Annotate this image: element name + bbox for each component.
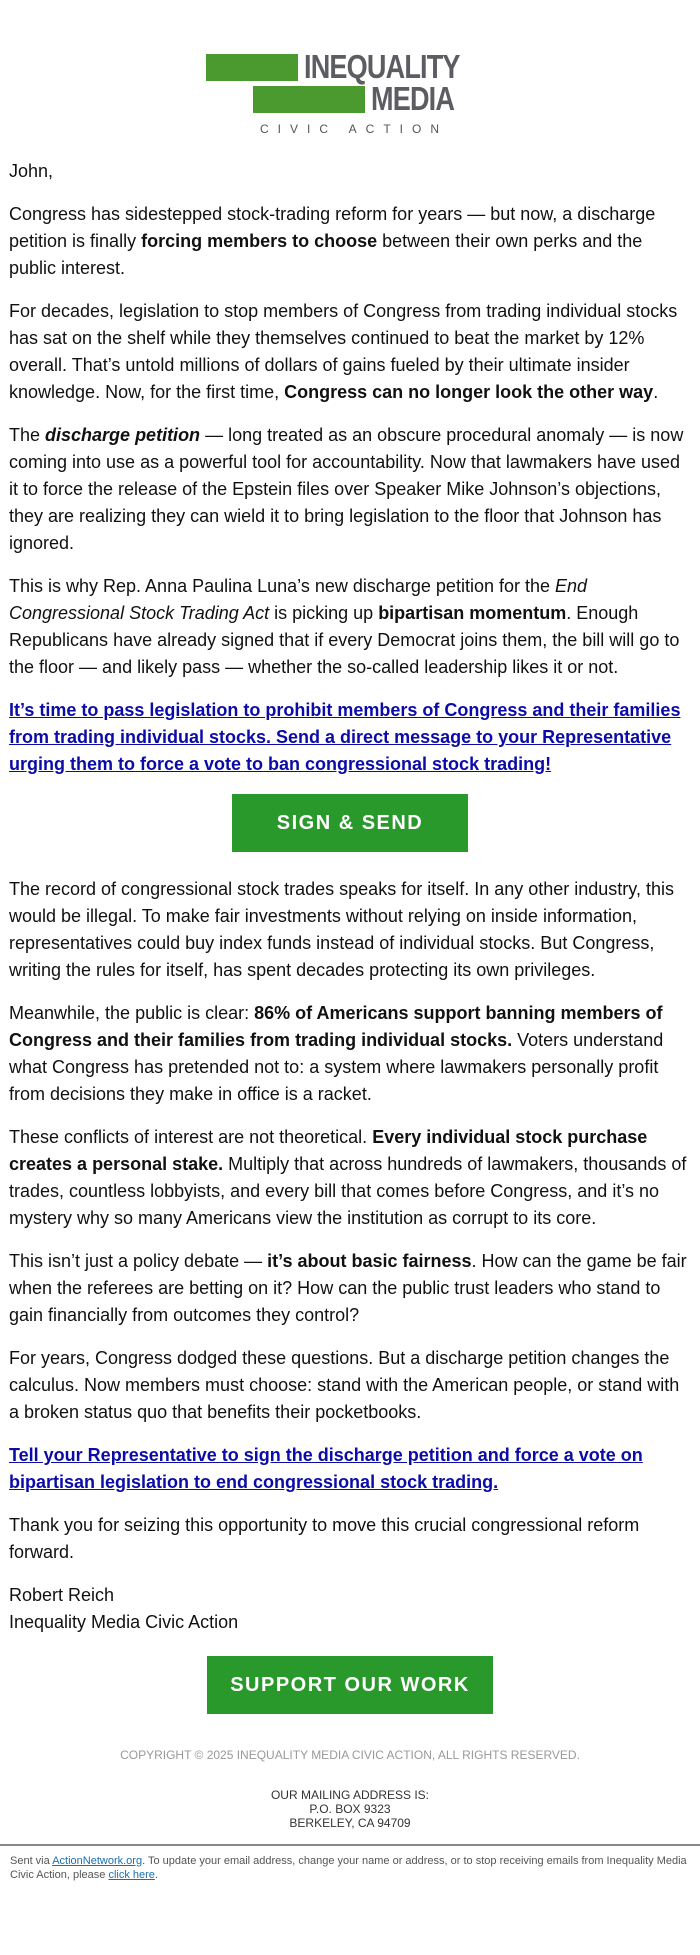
logo (0, 0, 700, 136)
logo-text-inequality: INEQUALITY (304, 48, 460, 85)
paragraph: This is why Rep. Anna Paulina Luna’s new discharge petition for the End Congressional Stock Trading Act is picking up bipartisan momentum. Enough Republicans have already signed that if every Democrat joins them, the bill will go to the floor — and likely pass — whether the so-called leadership likes it or not. (9, 576, 680, 677)
signature: Robert Reich Inequality Media Civic Action (9, 1585, 239, 1632)
actionnetwork-link[interactable]: ActionNetwork.org (52, 1855, 143, 1867)
cta-link-tell-representative[interactable]: Tell your Representative to sign the discharge petition and force a vote on bipartisan legislation to end congressional stock trading. (9, 1445, 643, 1492)
click-here-link[interactable]: click here (108, 1869, 155, 1881)
cta-link-send-message[interactable]: It’s time to pass legislation to prohibit members of Congress and their families from trading individual stocks. Send a direct message to your Representative urging them to force a vote to ban congressional stock trading! (9, 700, 681, 774)
sign-and-send-button[interactable]: SIGN & SEND (232, 794, 468, 852)
paragraph: The record of congressional stock trades speaks for itself. In any other industry, this would be illegal. To make fair investments without relying on inside information, representatives could buy index funds instead of individual stocks. But Congress, writing the rules for itself, has spent decades protecting its own privileges. (9, 879, 674, 980)
unsubscribe-notice: Sent via ActionNetwork.org. To update your email address, change your name or address, or to stop receiving emails from Inequality Media Civic Action, please click here. (10, 1855, 687, 1881)
paragraph: Thank you for seizing this opportunity to move this crucial congressional reform forward. (9, 1515, 640, 1562)
paragraph: The discharge petition — long treated as an obscure procedural anomaly — is now coming into use as a powerful tool for accountability. Now that lawmakers have used it to force the release of the Epstein files over Speaker Mike Johnson’s objections, they are realizing they can wield it to bring legislation to the floor that Johnson has ignored. (9, 425, 684, 553)
greeting: John, (9, 161, 54, 181)
mailing-address: OUR MAILING ADDRESS IS: P.O. BOX 9323 BERKELEY, CA 94709 (270, 1788, 430, 1830)
paragraph: For decades, legislation to stop members of Congress from trading individual stocks has sat on the shelf while they themselves continued to beat the market by 12% overall. That’s untold millions of dollars of gains fueled by their ultimate insider knowledge. Now, for the first time, Congress can no longer look the other way. (9, 301, 678, 402)
paragraph: Meanwhile, the public is clear: 86% of Americans support banning members of Congress and their families from trading individual stocks. Voters understand what Congress has pretended not to: a system where lawmakers personally profit from decisions they make in office is a racket. (9, 1003, 664, 1104)
paragraph: These conflicts of interest are not theoretical. Every individual stock purchase creates a personal stake. Multiply that across hundreds of lawmakers, thousands of trades, countless lobbyists, and every bill that comes before Congress, and it’s no mystery why so many Americans view the institution as corrupt to its core. (9, 1127, 687, 1228)
paragraph: This isn’t just a policy debate — it’s about basic fairness. How can the game be fair when the referees are betting on it? How can the public trust leaders who stand to gain financially from outcomes they control? (9, 1251, 687, 1325)
logo-bar (206, 54, 298, 81)
logo-text-civic-action: CIVIC ACTION (259, 122, 448, 136)
logo-text-media: MEDIA (371, 80, 455, 117)
paragraph: For years, Congress dodged these questions. But a discharge petition changes the calculus. Now members must choose: stand with the American people, or stand with a broken status quo that benefits their pocketbooks. (9, 1348, 680, 1422)
paragraph: Congress has sidestepped stock-trading reform for years — but now, a discharge petition is finally forcing members to choose between their own perks and the public interest. (9, 204, 656, 278)
support-our-work-button[interactable]: SUPPORT OUR WORK (207, 1656, 493, 1714)
copyright: COPYRIGHT © 2025 INEQUALITY MEDIA CIVIC ACTION, ALL RIGHTS RESERVED. (120, 1748, 580, 1762)
logo-bar (253, 86, 365, 113)
